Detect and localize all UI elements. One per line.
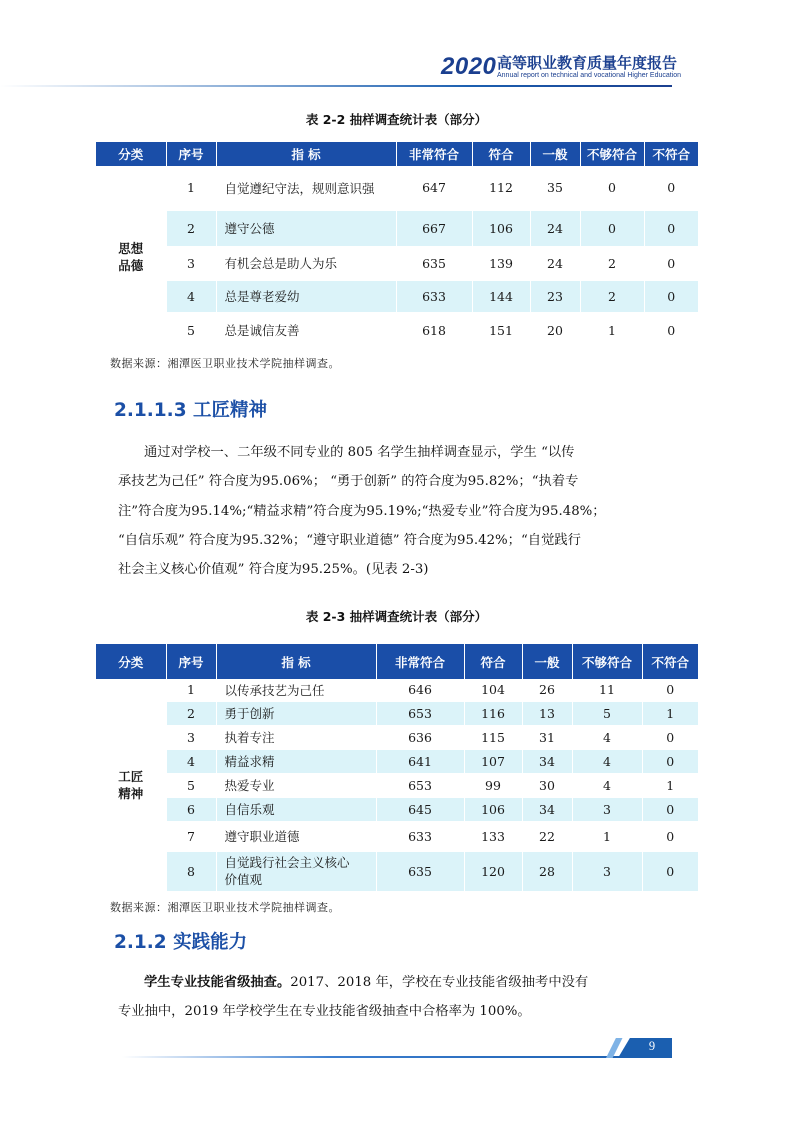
cell-compliant: 133 [464, 821, 522, 851]
paragraph-line: 通过对学校一、二年级不同专业的 805 名学生抽样调查显示，学生 “以传 [144, 445, 575, 460]
row-indicator: 以传承技艺为己任 [216, 679, 376, 701]
cell-compliant: 151 [472, 312, 530, 348]
table-row [96, 773, 698, 797]
row-indicator: 精益求精 [216, 749, 376, 773]
table1-header-cell: 不够符合 [580, 142, 644, 166]
cell-not-enough: 11 [572, 679, 642, 701]
category-line: 工匠 [118, 769, 144, 784]
row-number: 1 [166, 166, 216, 210]
table1-caption: 表 2-2 抽样调查统计表（部分） [305, 112, 488, 127]
cell-not-enough: 1 [580, 312, 644, 348]
table1-header-cell: 非常符合 [396, 142, 472, 166]
table-row [96, 725, 698, 749]
indicator-line: 自觉践行社会主义核心 [224, 855, 350, 870]
header-title: 高等职业教育质量年度报告 [497, 54, 678, 72]
indicator-line: 价值观 [224, 872, 263, 887]
table1-header-cell: 指 标 [216, 142, 396, 166]
paragraph-line [118, 968, 678, 997]
row-indicator: 自信乐观 [216, 797, 376, 821]
row-number: 3 [166, 725, 216, 749]
table-row [96, 797, 698, 821]
cell-average: 34 [522, 797, 572, 821]
cell-not-enough: 4 [572, 773, 642, 797]
row-number: 7 [166, 821, 216, 851]
table-row [96, 821, 698, 851]
cell-average: 24 [530, 210, 580, 246]
cell-compliant: 106 [464, 797, 522, 821]
cell-compliant: 112 [472, 166, 530, 210]
row-indicator [216, 851, 376, 891]
paragraph-line: 专业抽中，2019 年学校学生在专业技能省级抽查中合格率为 100%。 [118, 1004, 531, 1020]
row-indicator: 勇于创新 [216, 701, 376, 725]
row-number: 2 [166, 210, 216, 246]
table-row [96, 679, 698, 701]
cell-average: 35 [530, 166, 580, 210]
table-row [96, 166, 698, 210]
table-2-2 [96, 142, 698, 348]
table2-header-cell: 一般 [522, 644, 572, 679]
header-year: 2020 [441, 53, 497, 80]
cell-non-compliant: 0 [667, 255, 676, 271]
row-indicator: 执着专注 [216, 725, 376, 749]
cell-non-compliant: 0 [667, 180, 676, 196]
footer-rule [122, 1056, 642, 1058]
cell-non-compliant: 0 [667, 322, 676, 338]
table2-category [96, 679, 166, 891]
table2-header-cell: 不符合 [642, 644, 698, 679]
table1-header-cell: 不符合 [644, 142, 698, 166]
cell-not-enough: 0 [580, 166, 644, 210]
row-number: 4 [166, 280, 216, 312]
row-number: 4 [166, 749, 216, 773]
cell-not-enough: 5 [572, 701, 642, 725]
header-rule [0, 85, 672, 87]
cell-very-compliant: 645 [376, 797, 464, 821]
cell-very-compliant: 667 [396, 210, 472, 246]
row-number: 3 [166, 246, 216, 280]
cell-non-compliant: 0 [642, 749, 698, 773]
table-row [96, 280, 698, 312]
table1-header-row [96, 142, 698, 166]
section-heading-212: 2.1.2 实践能力 [114, 932, 248, 953]
row-indicator: 遵守职业道德 [216, 821, 376, 851]
cell-compliant: 116 [464, 701, 522, 725]
cell-very-compliant: 633 [396, 280, 472, 312]
cell-non-compliant: 0 [642, 851, 698, 891]
cell-non-compliant: 1 [642, 701, 698, 725]
cell-very-compliant: 635 [376, 851, 464, 891]
category-line: 品德 [118, 258, 144, 273]
row-number: 8 [166, 851, 216, 891]
cell-not-enough: 0 [580, 210, 644, 246]
cell-non-compliant: 0 [644, 280, 698, 312]
cell-very-compliant: 641 [376, 749, 464, 773]
cell-very-compliant: 636 [376, 725, 464, 749]
cell-very-compliant: 633 [376, 821, 464, 851]
cell-non-compliant: 0 [666, 828, 675, 844]
cell-average: 13 [522, 701, 572, 725]
cell-very-compliant: 635 [396, 246, 472, 280]
cell-non-compliant: 1 [666, 777, 675, 793]
table2-header-cell: 指 标 [216, 644, 376, 679]
paragraph-line: 注”符合度为95.14%;“精益求精”符合度为95.19%;“热爱专业”符合度为95.48%； [118, 503, 606, 519]
table1-header-cell: 分类 [96, 142, 166, 166]
row-indicator: 有机会总是助人为乐 [216, 246, 396, 280]
table1-header-cell: 一般 [530, 142, 580, 166]
paragraph-text: 2017、2018 年，学校在专业技能省级抽考中没有 [290, 975, 589, 990]
table2-header-cell: 符合 [464, 644, 522, 679]
cell-average: 31 [522, 725, 572, 749]
cell-average: 23 [530, 280, 580, 312]
table2-header-cell: 分类 [96, 644, 166, 679]
table-row [96, 701, 698, 725]
cell-not-enough: 3 [572, 797, 642, 821]
cell-compliant: 120 [464, 851, 522, 891]
paragraph-line: 社会主义核心价值观” 符合度为95.25%。(见表 2-3) [118, 562, 429, 578]
table-row [96, 851, 698, 891]
row-number: 1 [166, 679, 216, 701]
table-2-3 [96, 644, 698, 892]
row-indicator: 自觉遵纪守法，规则意识强 [216, 166, 396, 210]
row-indicator: 总是尊老爱幼 [216, 280, 396, 312]
table-row [96, 312, 698, 348]
cell-not-enough: 2 [580, 246, 644, 280]
cell-very-compliant: 653 [376, 773, 464, 797]
cell-not-enough: 1 [572, 821, 642, 851]
bold-lead: 学生专业技能省级抽查。 [144, 975, 291, 990]
section-heading-2113: 2.1.1.3 工匠精神 [114, 400, 268, 421]
category-line: 思想 [118, 241, 144, 256]
table-row [96, 749, 698, 773]
cell-compliant: 106 [472, 210, 530, 246]
row-number: 2 [166, 701, 216, 725]
table2-caption: 表 2-3 抽样调查统计表（部分） [305, 609, 488, 624]
row-number: 5 [166, 312, 216, 348]
category-line: 精神 [118, 786, 144, 801]
cell-average: 20 [530, 312, 580, 348]
cell-average: 30 [522, 773, 572, 797]
cell-non-compliant: 0 [644, 210, 698, 246]
table2-header-cell: 序号 [166, 644, 216, 679]
page-header [0, 45, 793, 85]
table1-header-cell: 符合 [472, 142, 530, 166]
cell-compliant: 107 [464, 749, 522, 773]
cell-compliant: 115 [464, 725, 522, 749]
cell-non-compliant: 0 [666, 729, 675, 745]
cell-compliant: 144 [472, 280, 530, 312]
cell-compliant: 139 [472, 246, 530, 280]
paragraph-line: 承技艺为己任” 符合度为95.06%； “勇于创新” 的符合度为95.82%；“执着专 [118, 474, 579, 490]
table2-header-row [96, 644, 698, 679]
cell-very-compliant: 618 [396, 312, 472, 348]
page-number: 9 [648, 1039, 656, 1053]
row-indicator: 总是诚信友善 [216, 312, 396, 348]
table2-source: 数据来源：湘潭医卫职业技术学院抽样调查。 [110, 901, 340, 914]
table1-header-cell: 序号 [166, 142, 216, 166]
table2-header-cell: 不够符合 [572, 644, 642, 679]
cell-compliant: 104 [464, 679, 522, 701]
table-row [96, 246, 698, 280]
cell-average: 24 [530, 246, 580, 280]
cell-not-enough: 2 [580, 280, 644, 312]
header-subtitle: Annual report on technical and vocational Higher Education [497, 72, 682, 79]
cell-very-compliant: 653 [376, 701, 464, 725]
cell-not-enough: 4 [572, 725, 642, 749]
table1-source: 数据来源：湘潭医卫职业技术学院抽样调查。 [110, 357, 340, 370]
cell-compliant: 99 [464, 773, 522, 797]
paragraph-line: “自信乐观” 符合度为95.32%；“遵守职业道德” 符合度为95.42%；“自觉践行 [118, 532, 581, 548]
section-212-paragraph [118, 968, 678, 1027]
cell-average: 26 [522, 679, 572, 701]
cell-not-enough: 4 [572, 749, 642, 773]
cell-average: 34 [522, 749, 572, 773]
table-row [96, 210, 698, 246]
row-indicator: 遵守公德 [216, 210, 396, 246]
table2-header-cell: 非常符合 [376, 644, 464, 679]
cell-average: 22 [522, 821, 572, 851]
cell-very-compliant: 646 [376, 679, 464, 701]
cell-not-enough: 3 [572, 851, 642, 891]
cell-very-compliant: 647 [396, 166, 472, 210]
row-number: 5 [166, 773, 216, 797]
row-number: 6 [166, 797, 216, 821]
cell-average: 28 [522, 851, 572, 891]
section-2113-paragraph [118, 438, 678, 584]
row-indicator: 热爱专业 [216, 773, 376, 797]
cell-non-compliant: 0 [666, 682, 675, 698]
cell-non-compliant: 0 [642, 797, 698, 821]
table1-category [96, 166, 166, 348]
